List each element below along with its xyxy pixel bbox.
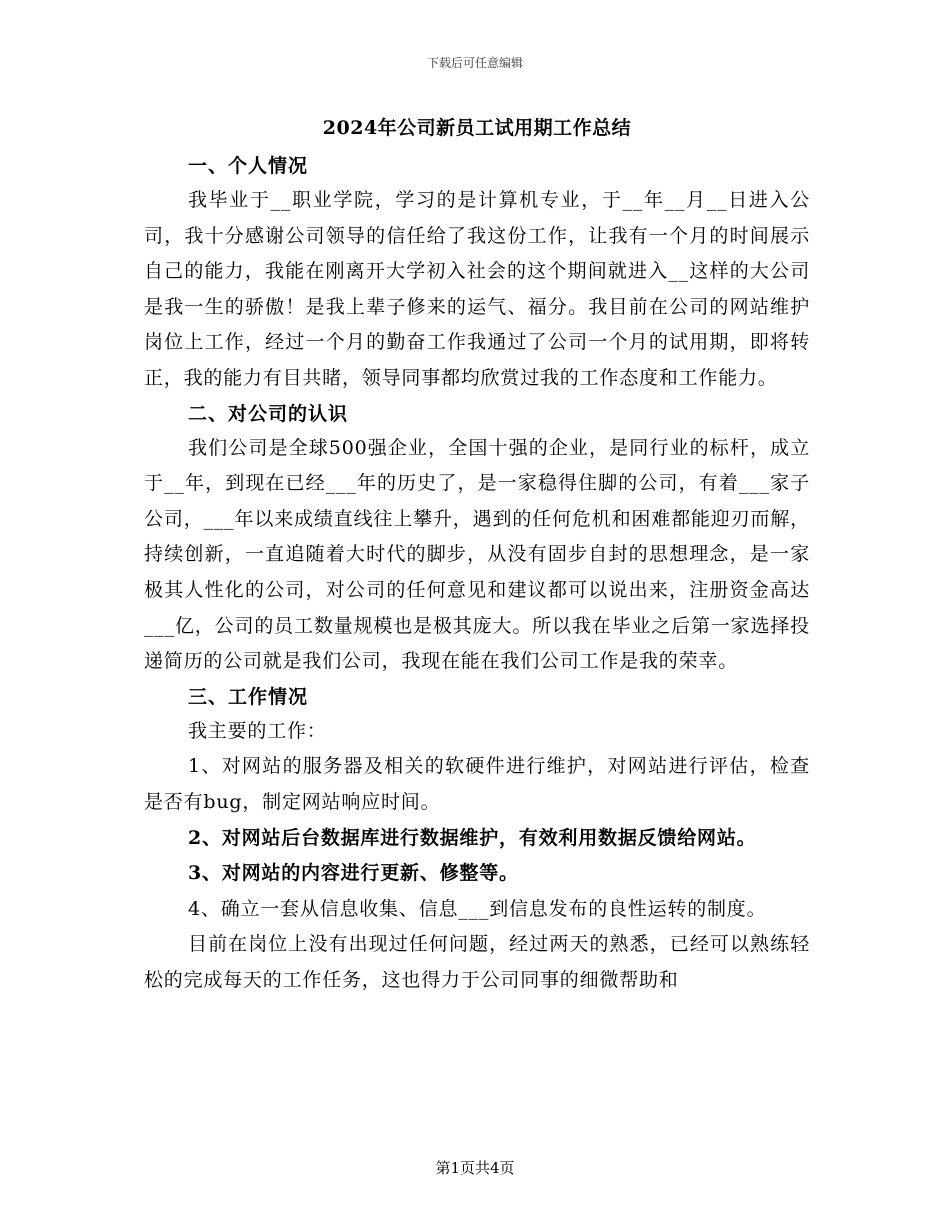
paragraph: 我主要的工作： (188, 719, 327, 742)
section-heading: 二、对公司的认识 (188, 402, 349, 425)
page-header: 下载后可任意编辑 (426, 56, 523, 70)
paragraph: 我毕业于__职业学院，学习的是计算机专业，于__年__月__日进入公司，我十分感谢公司领导的信任给了我这份工作，让我有一个月的时间展示自己的能力，我能在刚离开大学初入社会的这个期间就进入__这样的大公司是我一生的骄傲！是我上辈子修来的运气、福分。我目前在公司的网站维护岗位上工作，经过一个月的勤奋工作我通过了公司一个月的试用期，即将转正，我的能力有目共睹，领导同事都均欣赏过我的工作态度和工作能力。 (144, 189, 810, 389)
section-heading: 一、个人情况 (188, 155, 309, 177)
list-item: 4、确立一套从信息收集、信息___到信息发布的良性运转的制度。 (188, 897, 767, 920)
section-heading: 三、工作情况 (188, 685, 309, 708)
list-item: 3、对网站的内容进行更新、修整等。 (188, 862, 519, 885)
list-item: 1、对网站的服务器及相关的软硬件进行维护，对网站进行评估，检查是否有bug，制定网站响应时间。 (144, 755, 810, 813)
paragraph: 目前在岗位上没有出现过任何问题，经过两天的熟悉，已经可以熟练轻松的完成每天的工作任务，这也得力于公司同事的细微帮助和 (144, 933, 810, 991)
paragraph: 我们公司是全球500强企业，全国十强的企业，是同行业的标杆，成立于__年，到现在已经___年的历史了，是一家稳得住脚的公司，有着___家子公司，___年以来成绩直线往上攀升，遇到的任何危机和困难都能迎刃而解，持续创新，一直追随着大时代的脚步，从没有固步自封的思想理念，是一家极其人性化的公司，对公司的任何意见和建议都可以说出来，注册资金高达___亿，公司的员工数量规模也是极其庞大。所以我在毕业之后第一家选择投递简历的公司就是我们公司，我现在能在我们公司工作是我的荣幸。 (144, 436, 810, 673)
page-number: 第1页共4页 (435, 1159, 515, 1177)
list-item: 2、对网站后台数据库进行数据维护，有效利用数据反馈给网站。 (188, 826, 757, 849)
document-body (144, 113, 810, 998)
document-title: 2024年公司新员工试用期工作总结 (322, 117, 632, 139)
